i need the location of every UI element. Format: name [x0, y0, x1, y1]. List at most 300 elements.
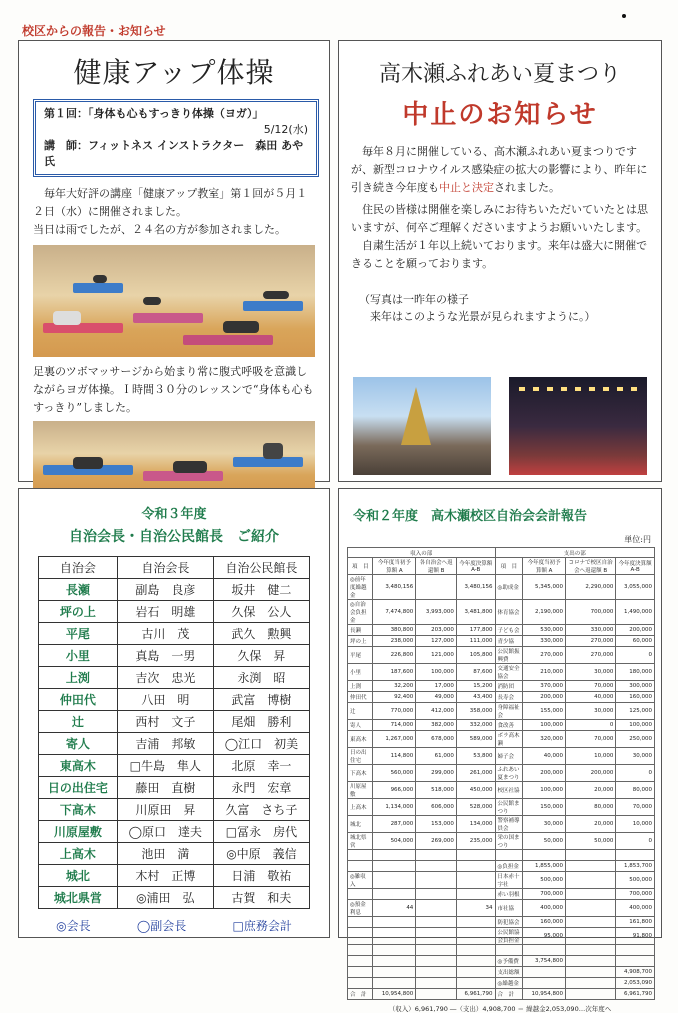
- cancel-notice-title: 中止のお知らせ: [402, 100, 598, 130]
- account-amount: 32,200: [373, 681, 416, 692]
- account-amount: 203,000: [416, 625, 457, 636]
- account-item: 栄の国まつり: [495, 833, 523, 850]
- hall-director-name: 北原 幸一: [213, 755, 309, 777]
- account-amount: 500,000: [616, 872, 655, 889]
- account-amount: 60,000: [616, 636, 655, 647]
- account-amount: [373, 917, 416, 928]
- fitness-title: 健康アップ体操: [73, 56, 275, 89]
- account-item: ◎前年度繰越金: [348, 575, 373, 600]
- account-amount: 358,000: [456, 703, 495, 720]
- balance-note: （収入）6,961,790 ―（支出）4,908,700 ＝ 繰越金2,053,090…次年度へ: [388, 1005, 612, 1013]
- festival-title: 高木瀬ふれあい夏まつり: [378, 62, 621, 87]
- account-amount: 1,267,000: [373, 731, 416, 748]
- account-item: 校区社協: [495, 782, 523, 799]
- section-header: 校区からの報告・お知らせ: [22, 24, 166, 38]
- officer-row: [39, 601, 310, 623]
- officer-row: [39, 821, 310, 843]
- account-amount: 177,800: [456, 625, 495, 636]
- account-item: 消防団: [495, 681, 523, 692]
- hall-director-name: 永門 宏章: [213, 777, 309, 799]
- area-name: 日の出住宅: [39, 777, 118, 799]
- account-column-header: 今年度決算額 A-B: [456, 558, 495, 575]
- account-amount: 287,000: [373, 816, 416, 833]
- header-hall: 自治公民館長: [213, 557, 309, 579]
- account-amount: 10,000: [616, 816, 655, 833]
- account-amount: 1,490,000: [616, 600, 655, 625]
- account-amount: 180,000: [616, 664, 655, 681]
- festival-photo-1: [353, 377, 491, 475]
- account-amount: 200,000: [523, 765, 566, 782]
- area-name: 東高木: [39, 755, 118, 777]
- account-amount: 127,000: [416, 636, 457, 647]
- account-amount: 770,000: [373, 703, 416, 720]
- account-amount: [416, 917, 457, 928]
- chair-name: ◎浦田 弘: [117, 887, 213, 909]
- account-amount: 43,400: [456, 692, 495, 703]
- account-amount: 3,481,800: [456, 600, 495, 625]
- account-amount: 3,055,000: [616, 575, 655, 600]
- account-item: 下高木: [348, 765, 373, 782]
- hall-director-name: 坂井 健二: [213, 579, 309, 601]
- account-item: 長寿会: [495, 692, 523, 703]
- account-amount: [566, 850, 616, 861]
- account-row: [348, 861, 655, 872]
- area-name: 上高木: [39, 843, 118, 865]
- account-item: [348, 850, 373, 861]
- legend-treasurer: □庶務会計: [232, 919, 292, 933]
- accounts-panel: [338, 488, 662, 1013]
- chair-name: 吉次 忠光: [117, 667, 213, 689]
- chair-name: 藤田 直樹: [117, 777, 213, 799]
- account-row: [348, 692, 655, 703]
- area-name: 辻: [39, 711, 118, 733]
- page-mark: [622, 14, 626, 18]
- account-amount: 3,993,000: [416, 600, 457, 625]
- account-item: 上渕: [348, 681, 373, 692]
- account-amount: 70,000: [616, 799, 655, 816]
- account-column-header: 今年度決算額 A-B: [616, 558, 655, 575]
- account-amount: 1,134,000: [373, 799, 416, 816]
- account-item: 川原屋敷: [348, 782, 373, 799]
- account-amount: [616, 956, 655, 967]
- fitness-para-2: 当日は雨でしたが、２４名の方が参加されました。: [33, 223, 286, 236]
- account-item: [348, 945, 373, 956]
- account-item: 日の出住宅: [348, 748, 373, 765]
- account-item: 城北: [348, 816, 373, 833]
- account-amount: [523, 967, 566, 978]
- account-amount: [373, 872, 416, 889]
- officer-row: [39, 623, 310, 645]
- account-amount: [416, 945, 457, 956]
- account-amount: [566, 872, 616, 889]
- account-item: 長瀬: [348, 625, 373, 636]
- account-amount: 20,000: [566, 782, 616, 799]
- account-amount: 2,290,000: [566, 575, 616, 600]
- account-amount: 100,000: [523, 720, 566, 731]
- account-amount: 589,000: [456, 731, 495, 748]
- account-amount: [523, 850, 566, 861]
- hall-director-name: □冨永 房代: [213, 821, 309, 843]
- area-name: 城北県営: [39, 887, 118, 909]
- account-amount: 270,000: [566, 636, 616, 647]
- account-item: 防犯協会: [495, 917, 523, 928]
- account-amount: 966,000: [373, 782, 416, 799]
- area-name: 長瀬: [39, 579, 118, 601]
- header-chair: 自治会長: [117, 557, 213, 579]
- account-amount: 332,000: [456, 720, 495, 731]
- account-item: [495, 945, 523, 956]
- account-amount: 700,000: [523, 889, 566, 900]
- account-item: [348, 928, 373, 945]
- account-row: [348, 945, 655, 956]
- officers-year: 令和３年度: [141, 507, 207, 522]
- fitness-para-3: 足裏のツボマッサージから始まり常に腹式呼吸を意識しながらヨガ体操。Ｉ時間３０分のレッスンで“身体も心もすっきり”しました。: [33, 365, 314, 414]
- account-amount: [456, 945, 495, 956]
- account-amount: [566, 978, 616, 989]
- unit-label: 単位:円: [624, 535, 651, 544]
- account-amount: 678,000: [416, 731, 457, 748]
- festival-para-3: 自粛生活が１年以上続いております。来年は盛大に開催できることを願っております。: [351, 239, 648, 270]
- account-amount: 121,000: [416, 647, 457, 664]
- account-amount: 714,000: [373, 720, 416, 731]
- account-amount: 270,000: [523, 647, 566, 664]
- account-amount: 134,000: [456, 816, 495, 833]
- account-amount: 210,000: [523, 664, 566, 681]
- hall-director-name: 永渕 昭: [213, 667, 309, 689]
- officer-row: [39, 799, 310, 821]
- account-amount: 0: [616, 833, 655, 850]
- cancel-decision: 中止と決定: [439, 181, 494, 194]
- account-amount: 2,190,000: [523, 600, 566, 625]
- account-row: [348, 575, 655, 600]
- officer-row: [39, 777, 310, 799]
- account-row: [348, 967, 655, 978]
- hall-director-name: 久保 公人: [213, 601, 309, 623]
- area-name: 下高木: [39, 799, 118, 821]
- account-amount: 125,000: [616, 703, 655, 720]
- chair-name: 真島 一男: [117, 645, 213, 667]
- account-amount: [456, 850, 495, 861]
- account-amount: [373, 945, 416, 956]
- account-amount: 3,480,156: [456, 575, 495, 600]
- account-amount: [456, 978, 495, 989]
- account-amount: 153,000: [416, 816, 457, 833]
- account-item: [348, 861, 373, 872]
- officer-row: [39, 887, 310, 909]
- account-item: 婦子会: [495, 748, 523, 765]
- account-row: [348, 872, 655, 889]
- account-amount: 92,400: [373, 692, 416, 703]
- account-amount: 70,000: [566, 731, 616, 748]
- account-item: 公民館協会負担金: [495, 928, 523, 945]
- account-amount: [566, 889, 616, 900]
- account-amount: 270,000: [566, 647, 616, 664]
- yoga-photo-1: [33, 245, 315, 357]
- photo-caption: （写真は一昨年の様子 来年はこのような光景が見られますように。）: [359, 293, 596, 323]
- role-legend: [33, 917, 315, 934]
- account-item: 体育協会: [495, 600, 523, 625]
- festival-para-1: 毎年８月に開催している、高木瀬ふれあい夏まつりですが、新型コロナウイルス感染症の拡大の影響により、昨年に引き続き今年度も中止と決定されました。: [351, 145, 648, 194]
- account-item: 辻: [348, 703, 373, 720]
- officer-row: [39, 667, 310, 689]
- account-column-header: 項 目: [348, 558, 373, 575]
- account-item: 城北県営: [348, 833, 373, 850]
- account-item: 坪の上: [348, 636, 373, 647]
- account-column-header: 今年度当初予算額 A: [373, 558, 416, 575]
- chair-name: 吉浦 邦敏: [117, 733, 213, 755]
- account-amount: [566, 989, 616, 1000]
- account-amount: [523, 978, 566, 989]
- account-amount: 20,000: [566, 816, 616, 833]
- account-item: 食改善: [495, 720, 523, 731]
- chair-name: 古川 茂: [117, 623, 213, 645]
- lecture-instructor: 講 師：フィットネス インストラクター 森田 あや 氏: [44, 139, 304, 168]
- account-amount: [566, 928, 616, 945]
- account-amount: [416, 850, 457, 861]
- account-item: ◎予備費: [495, 956, 523, 967]
- account-amount: 6,961,790: [616, 989, 655, 1000]
- account-amount: 200,000: [616, 625, 655, 636]
- account-amount: 30,000: [523, 816, 566, 833]
- account-row: [348, 600, 655, 625]
- account-item: 合 計: [348, 989, 373, 1000]
- account-row: [348, 647, 655, 664]
- account-amount: 5,345,000: [523, 575, 566, 600]
- account-amount: 0: [566, 720, 616, 731]
- festival-para-2: 住民の皆様は開催を楽しみにお待ちいただいていたとは思いますが、何卒ご理解くださいますようお願いいたします。: [351, 203, 648, 234]
- account-row: [348, 731, 655, 748]
- account-amount: 7,474,800: [373, 600, 416, 625]
- account-amount: 250,000: [616, 731, 655, 748]
- festival-panel: [338, 40, 662, 482]
- account-amount: 161,800: [616, 917, 655, 928]
- account-amount: 412,000: [416, 703, 457, 720]
- fitness-para-1: 毎年大好評の講座「健康アップ教室」第１回が５月１２日（水）に開催されました。: [33, 187, 308, 218]
- account-amount: 299,000: [416, 765, 457, 782]
- account-row: [348, 681, 655, 692]
- account-amount: 200,000: [523, 692, 566, 703]
- account-amount: 44: [373, 900, 416, 917]
- account-item: [348, 956, 373, 967]
- account-item: 寄人: [348, 720, 373, 731]
- account-item: 身障福祉会: [495, 703, 523, 720]
- account-amount: 200,000: [566, 765, 616, 782]
- account-column-header: コロナで校区自治会へ返還額 B: [566, 558, 616, 575]
- account-item: 平尾: [348, 647, 373, 664]
- chair-name: 八田 明: [117, 689, 213, 711]
- accounts-title: 令和２年度 高木瀬校区自治会会計報告: [353, 509, 588, 524]
- account-amount: 87,600: [456, 664, 495, 681]
- account-row: [348, 799, 655, 816]
- account-amount: [566, 967, 616, 978]
- hall-director-name: 尾畑 勝利: [213, 711, 309, 733]
- account-amount: [416, 900, 457, 917]
- account-row: [348, 978, 655, 989]
- account-amount: 330,000: [523, 636, 566, 647]
- account-row: [348, 703, 655, 720]
- account-amount: 10,000: [566, 748, 616, 765]
- account-amount: 40,000: [566, 692, 616, 703]
- officers-panel: [18, 488, 330, 938]
- area-name: 川原屋敷: [39, 821, 118, 843]
- account-amount: 4,908,700: [616, 967, 655, 978]
- account-amount: 150,000: [523, 799, 566, 816]
- area-name: 平尾: [39, 623, 118, 645]
- chair-name: 副島 良彦: [117, 579, 213, 601]
- officer-row: [39, 733, 310, 755]
- account-amount: [616, 945, 655, 956]
- chair-name: ◯原口 達夫: [117, 821, 213, 843]
- account-item: 市社協: [495, 900, 523, 917]
- account-amount: 3,480,156: [373, 575, 416, 600]
- account-amount: 0: [616, 647, 655, 664]
- account-item: [495, 850, 523, 861]
- account-item: 小里: [348, 664, 373, 681]
- header-area: 自治会: [39, 557, 118, 579]
- account-amount: 10,954,800: [523, 989, 566, 1000]
- account-amount: 187,600: [373, 664, 416, 681]
- account-amount: [456, 889, 495, 900]
- account-amount: [416, 989, 457, 1000]
- account-amount: 0: [616, 765, 655, 782]
- festival-photo-2: [509, 377, 647, 475]
- yoga-photo-2: [33, 421, 315, 493]
- account-item: [348, 967, 373, 978]
- account-item: 子ども会: [495, 625, 523, 636]
- account-amount: 370,000: [523, 681, 566, 692]
- account-amount: 155,000: [523, 703, 566, 720]
- account-amount: 504,000: [373, 833, 416, 850]
- account-amount: 50,000: [523, 833, 566, 850]
- expense-header: 支出の部: [495, 548, 654, 558]
- fitness-panel: [18, 40, 330, 482]
- account-row: [348, 900, 655, 917]
- account-item: [348, 917, 373, 928]
- account-amount: [456, 872, 495, 889]
- account-row: [348, 889, 655, 900]
- account-amount: [456, 928, 495, 945]
- account-amount: 700,000: [616, 889, 655, 900]
- account-amount: 3,754,800: [523, 956, 566, 967]
- hall-director-name: 武久 勲興: [213, 623, 309, 645]
- account-amount: 10,954,800: [373, 989, 416, 1000]
- account-amount: 53,800: [456, 748, 495, 765]
- account-amount: 560,000: [373, 765, 416, 782]
- area-name: 坪の上: [39, 601, 118, 623]
- chair-name: □牛島 隼人: [117, 755, 213, 777]
- account-column-header: 各自治会へ返還額 B: [416, 558, 457, 575]
- account-amount: [373, 850, 416, 861]
- account-amount: 528,000: [456, 799, 495, 816]
- account-column-header: 項 目: [495, 558, 523, 575]
- account-item: ふれあい夏まつり: [495, 765, 523, 782]
- area-name: 小里: [39, 645, 118, 667]
- account-amount: 382,000: [416, 720, 457, 731]
- account-column-header: 今年度当初予算額 A: [523, 558, 566, 575]
- chair-name: 池田 満: [117, 843, 213, 865]
- account-amount: 1,855,000: [523, 861, 566, 872]
- account-row: [348, 748, 655, 765]
- officer-row: [39, 689, 310, 711]
- account-amount: 160,000: [523, 917, 566, 928]
- account-amount: 15,200: [456, 681, 495, 692]
- account-amount: 30,000: [566, 703, 616, 720]
- officer-row: [39, 843, 310, 865]
- chair-name: 川原田 昇: [117, 799, 213, 821]
- account-row: [348, 765, 655, 782]
- account-amount: 235,000: [456, 833, 495, 850]
- account-amount: 95,000: [523, 928, 566, 945]
- account-item: [348, 978, 373, 989]
- area-name: 寄人: [39, 733, 118, 755]
- account-row: [348, 956, 655, 967]
- account-item: ◎雑収入: [348, 872, 373, 889]
- account-amount: 34: [456, 900, 495, 917]
- account-item: 仲田代: [348, 692, 373, 703]
- account-amount: [456, 956, 495, 967]
- account-row: [348, 782, 655, 799]
- account-amount: 300,000: [616, 681, 655, 692]
- account-item: 合 計: [495, 989, 523, 1000]
- account-amount: 450,000: [456, 782, 495, 799]
- hall-director-name: 久富 さち子: [213, 799, 309, 821]
- account-amount: 105,800: [456, 647, 495, 664]
- account-amount: 6,961,790: [456, 989, 495, 1000]
- account-amount: [456, 861, 495, 872]
- account-amount: 30,000: [566, 664, 616, 681]
- account-item: 青少協: [495, 636, 523, 647]
- account-amount: [373, 928, 416, 945]
- account-amount: 226,800: [373, 647, 416, 664]
- account-item: ◎預金利息: [348, 900, 373, 917]
- account-row: [348, 989, 655, 1000]
- account-amount: 238,000: [373, 636, 416, 647]
- officers-table: [38, 556, 310, 909]
- account-amount: 114,800: [373, 748, 416, 765]
- account-row: [348, 664, 655, 681]
- account-amount: 100,000: [616, 720, 655, 731]
- account-item: 日本赤十字社: [495, 872, 523, 889]
- account-amount: 700,000: [566, 600, 616, 625]
- account-item: 赤い羽根: [495, 889, 523, 900]
- account-item: 公民館振興費: [495, 647, 523, 664]
- account-amount: [416, 861, 457, 872]
- account-amount: 261,000: [456, 765, 495, 782]
- area-name: 仲田代: [39, 689, 118, 711]
- area-name: 上渕: [39, 667, 118, 689]
- account-amount: 91,800: [616, 928, 655, 945]
- account-amount: [416, 872, 457, 889]
- account-amount: [373, 967, 416, 978]
- account-item: ◎自治会負担金: [348, 600, 373, 625]
- account-amount: 17,000: [416, 681, 457, 692]
- account-item: ◎助成金: [495, 575, 523, 600]
- account-amount: 269,000: [416, 833, 457, 850]
- account-row: [348, 816, 655, 833]
- account-amount: 330,000: [566, 625, 616, 636]
- account-item: [348, 889, 373, 900]
- chair-name: 西村 文子: [117, 711, 213, 733]
- account-amount: 111,000: [456, 636, 495, 647]
- account-amount: [566, 861, 616, 872]
- account-amount: [616, 850, 655, 861]
- account-amount: [373, 861, 416, 872]
- income-header: 収入の部: [348, 548, 496, 558]
- account-item: ボラ高木瀬: [495, 731, 523, 748]
- account-amount: 2,053,090: [616, 978, 655, 989]
- lecture-session: 第１回：「身体も心もすっきり体操（ヨガ）」: [44, 107, 264, 120]
- account-amount: [523, 945, 566, 956]
